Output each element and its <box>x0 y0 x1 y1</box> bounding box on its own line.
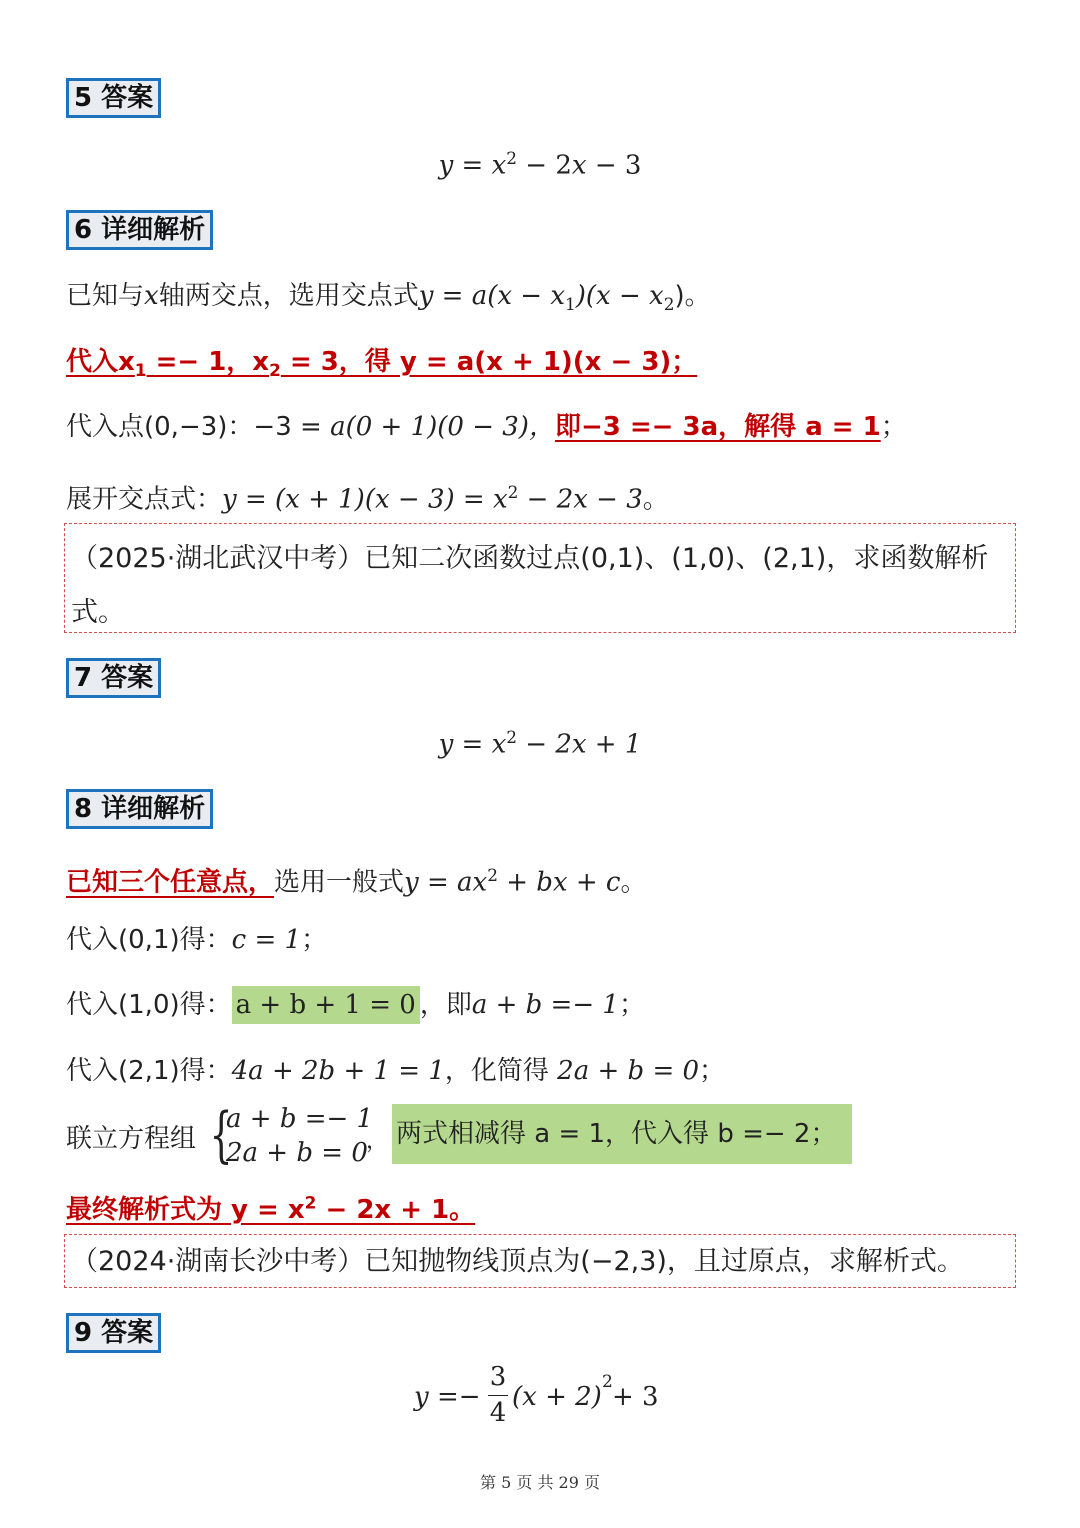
subscript: 2 <box>269 360 281 381</box>
exponent: 2 <box>602 1372 613 1392</box>
formula: 2a + b = 0 <box>557 1056 700 1086</box>
text: 选用一般式 <box>274 867 405 898</box>
analysis-6-line-4 <box>66 474 669 518</box>
highlight-green-text: 两式相减得 a = 1，代入得 b =− 2； <box>392 1104 852 1164</box>
formula: c = 1 <box>231 925 302 955</box>
eq-sign: = <box>453 150 492 181</box>
var-x: x <box>144 281 159 311</box>
question-box-7 <box>64 523 1016 633</box>
text: ； <box>699 1056 726 1086</box>
formula: y = x <box>438 729 507 760</box>
formula: + 3 <box>612 1382 659 1412</box>
section-heading-5: 5 答案 <box>66 78 161 118</box>
text: 。 <box>642 484 669 515</box>
question-text: （2025·湖北武汉中考）已知二次函数过点(0,1)、(1,0)、(2,1)，求函数解析式。 <box>71 543 989 628</box>
text: 代入(0,1)得： <box>66 925 232 955</box>
analysis-8-line-4 <box>66 1053 725 1089</box>
brace-icon: { <box>209 1100 233 1170</box>
text: ； <box>880 412 907 442</box>
subscript: 1 <box>565 294 576 315</box>
formula: a(0 + 1)(0 − 3)， <box>330 412 555 442</box>
text: 代入x <box>66 347 135 377</box>
formula: − 2x − 3 <box>518 484 643 515</box>
text: )。 <box>674 281 711 311</box>
fraction-numerator: 3 <box>489 1362 507 1392</box>
question-box-9 <box>64 1234 1016 1288</box>
formula: − 2x + 1 <box>517 729 642 760</box>
text: 代入(1,0)得： <box>66 990 232 1020</box>
subscript: 2 <box>663 294 675 315</box>
exponent: 2 <box>506 727 518 747</box>
text: ； <box>618 990 645 1020</box>
text: 轴两交点，选用交点式 <box>158 281 419 311</box>
equation-2: 2a + b = 0 <box>226 1138 368 1168</box>
formula: (x + 2) <box>512 1382 602 1412</box>
highlight-red-text <box>66 347 698 381</box>
highlight-red-text <box>66 1192 476 1225</box>
exponent: 2 <box>304 1192 317 1212</box>
analysis-6-line-1 <box>66 278 711 322</box>
text: 展开交点式： <box>66 484 223 515</box>
section-heading-9: 9 答案 <box>66 1313 161 1353</box>
text: = 3，得 y = a(x + 1)(x − 3)； <box>280 347 698 377</box>
var-y: y <box>438 150 454 181</box>
analysis-8-line-1 <box>66 857 646 901</box>
formula: )(x − x <box>575 281 664 311</box>
page-footer: 第 5 页 共 29 页 <box>480 1473 600 1492</box>
analysis-8-line-6 <box>66 1184 475 1228</box>
answer-9-formula <box>414 1362 714 1432</box>
formula: y =− <box>414 1382 481 1412</box>
text: 已知与 <box>66 281 145 311</box>
text: ，即 <box>419 990 472 1020</box>
section-heading-6: 6 详细解析 <box>66 210 213 250</box>
text: 代入(2,1)得： <box>66 1056 232 1086</box>
highlight-red-text: 已知三个任意点， <box>66 867 275 898</box>
text: =− 1，x <box>146 347 270 377</box>
text: ， <box>366 1129 389 1154</box>
fraction-denominator: 4 <box>489 1398 507 1428</box>
text: 联立方程组 <box>66 1124 197 1154</box>
analysis-6-line-3 <box>66 409 907 445</box>
term: − 2 <box>517 150 572 181</box>
text: 最终解析式为 y = x <box>66 1194 305 1225</box>
question-text: （2024·湖南长沙中考）已知抛物线顶点为(−2,3)，且过原点，求解析式。 <box>71 1246 964 1277</box>
section-heading-8: 8 详细解析 <box>66 789 213 829</box>
formula: a + b =− 1 <box>471 990 619 1020</box>
fraction-bar <box>488 1395 508 1396</box>
formula: 4a + 2b + 1 = 1 <box>231 1056 445 1086</box>
equation-1: a + b =− 1 <box>226 1104 374 1134</box>
formula: y = (x + 1)(x − 3) = x <box>222 484 508 515</box>
term: − 3 <box>586 150 642 181</box>
exponent: 2 <box>506 148 518 168</box>
answer-5-formula <box>0 148 1080 181</box>
highlight-red-text: 即−3 =− 3a，解得 a = 1 <box>554 412 881 442</box>
formula: y = a(x − x <box>418 281 565 311</box>
section-heading-7: 7 答案 <box>66 658 161 698</box>
var-x: x <box>571 150 587 181</box>
text: 。 <box>620 867 647 898</box>
formula: + bx + c <box>497 867 621 898</box>
text: ，化简得 <box>444 1056 558 1086</box>
answer-7-formula <box>0 727 1080 760</box>
var-x: x <box>491 150 507 181</box>
analysis-8-line-2 <box>66 922 327 958</box>
highlight-green-text: a + b + 1 = 0 <box>232 986 420 1024</box>
text: 代入点(0,−3)：−3 = <box>66 412 331 442</box>
analysis-8-line-3 <box>66 987 645 1023</box>
analysis-8-line-5 <box>66 1102 866 1170</box>
text: ； <box>301 925 328 955</box>
formula: y = ax <box>404 867 488 898</box>
exponent: 2 <box>487 865 498 885</box>
analysis-6-line-2 <box>66 344 697 388</box>
exponent: 2 <box>507 482 519 502</box>
text: − 2x + 1。 <box>316 1194 476 1225</box>
subscript: 1 <box>134 360 147 381</box>
